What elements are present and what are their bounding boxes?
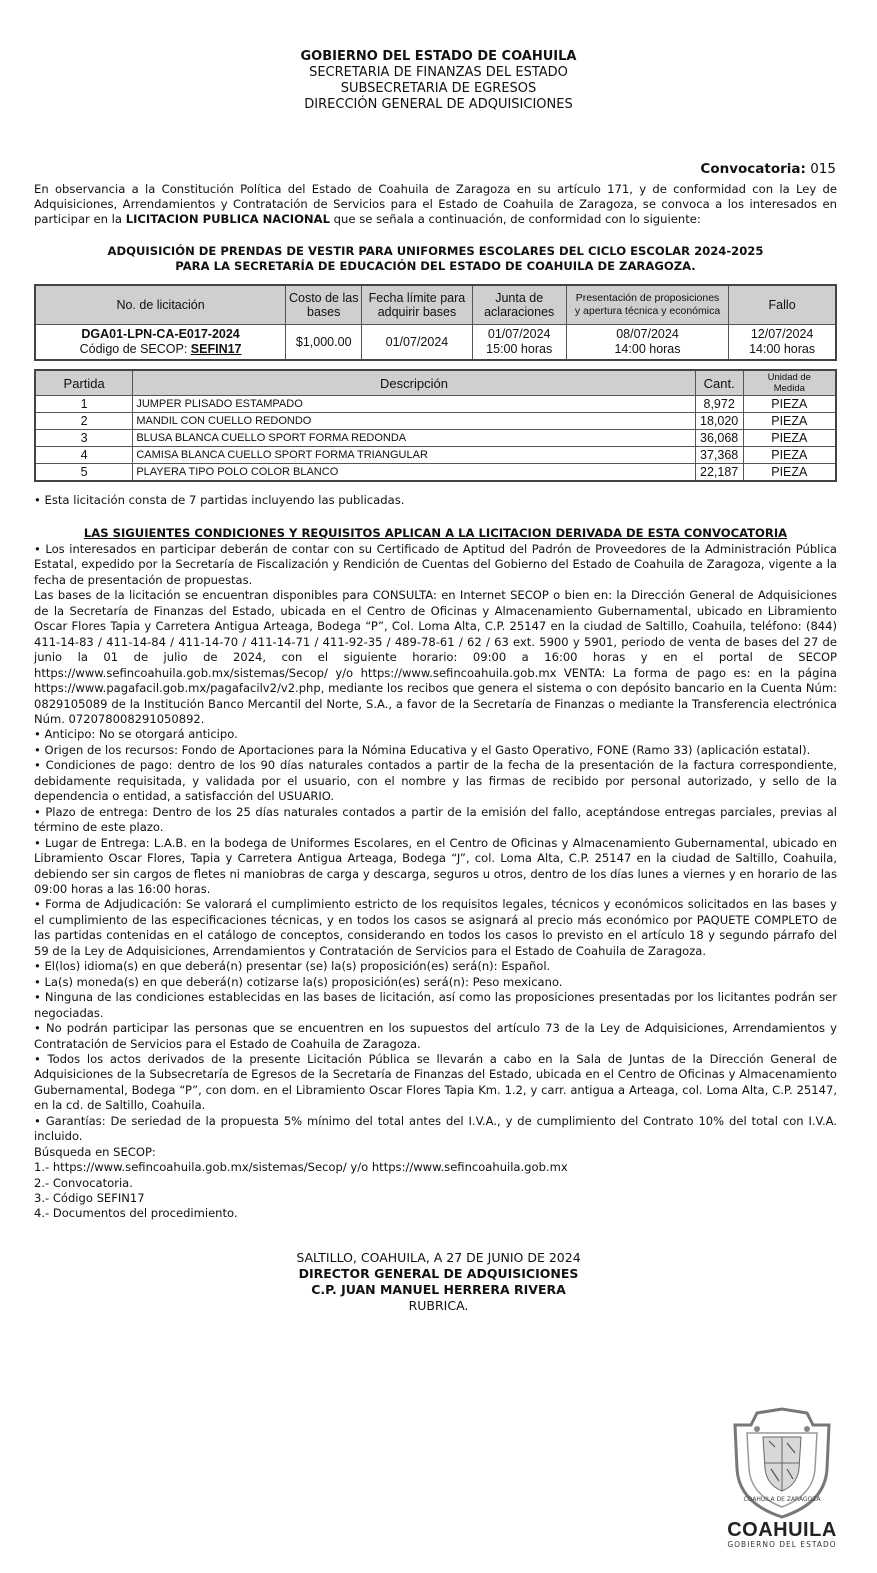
- svg-text:COAHUILA DE ZARAGOZA: COAHUILA DE ZARAGOZA: [743, 1496, 821, 1503]
- header-direccion: DIRECCIÓN GENERAL DE ADQUISICIONES: [304, 97, 573, 112]
- th-cant: Cant.: [695, 370, 743, 396]
- condition-idioma: • El(los) idioma(s) en que deberá(n) presentar (se) la(s) proposición(es) será(n): Español.: [34, 959, 551, 974]
- coahuila-seal-icon: [727, 1407, 837, 1519]
- condition-certificado: • Los interesados en participar deberán de contar con su Certificado de Aptitud del Padrón de Proveedores de la Administración Pública Estatal, expedido por la Secretaría de Fiscalización y Rendición de Cuentas del Gobierno del Estado de Coahuila de Zaragoza, vigente a la fecha de presentación de propuestas.: [34, 542, 837, 587]
- conditions-body: [34, 542, 837, 1222]
- signature-place-date: SALTILLO, COAHUILA, A 27 DE JUNIO DE 2024: [296, 1250, 581, 1265]
- intro-text-2: que se señala a continuación, de conformidad con lo siguiente:: [330, 212, 701, 227]
- secop-code: SEFIN17: [190, 342, 242, 356]
- secop-step-1: 1.- https://www.sefincoahuila.gob.mx/sistemas/Secop/ y/o https://www.sefincoahuila.gob.mx: [34, 1160, 568, 1175]
- convocatoria-value: 015: [810, 161, 836, 177]
- convocatoria-label: Convocatoria:: [700, 161, 806, 177]
- item-descripcion: CAMISA BLANCA CUELLO SPORT FORMA TRIANGULAR: [133, 447, 695, 464]
- licitacion-number: DGA01-LPN-CA-E017-2024: [81, 327, 240, 341]
- items-header-row: [35, 370, 836, 396]
- td-costo: $1,000.00: [286, 325, 362, 361]
- td-junta: 01/07/2024 15:00 horas: [472, 325, 566, 361]
- item-descripcion: BLUSA BLANCA CUELLO SPORT FORMA REDONDA: [133, 430, 695, 447]
- item-partida: 2: [35, 413, 133, 430]
- signature-block: [0, 1250, 877, 1314]
- item-row: [35, 396, 836, 413]
- brand-subtitle: GOBIERNO DEL ESTADO: [727, 1540, 837, 1549]
- th-licitacion: No. de licitación: [35, 285, 286, 325]
- condition-anticipo: • Anticipo: No se otorgará anticipo.: [34, 727, 238, 742]
- secop-step-2: 2.- Convocatoria.: [34, 1175, 133, 1190]
- bid-schedule-table: [34, 284, 837, 361]
- td-fallo: 12/07/2024 14:00 horas: [729, 325, 836, 361]
- item-cantidad: 8,972: [695, 396, 743, 413]
- coahuila-brand: [722, 1519, 842, 1549]
- th-unidad: Unidad de Medida: [743, 370, 836, 396]
- brand-name: COAHUILA: [727, 1519, 837, 1541]
- bid-data-row: [35, 325, 836, 361]
- item-row: [35, 464, 836, 482]
- item-cantidad: 36,068: [695, 430, 743, 447]
- th-fecha-limite: Fecha límite para adquirir bases: [362, 285, 472, 325]
- items-table: [34, 369, 837, 482]
- bid-header-row: [35, 285, 836, 325]
- item-partida: 5: [35, 464, 133, 482]
- item-row: [35, 430, 836, 447]
- item-unidad: PIEZA: [743, 464, 836, 482]
- th-junta: Junta de aclaraciones: [472, 285, 566, 325]
- secop-search-title: Búsqueda en SECOP:: [34, 1144, 156, 1159]
- td-fecha-limite: 01/07/2024: [362, 325, 472, 361]
- condition-restricciones: • No podrán participar las personas que se encuentren en los supuestos del artículo 73 de la Ley de Adquisiciones, Arrendamientos y Contratación de Servicios para el Estado de Coahuila de Zaragoza.: [34, 1021, 837, 1051]
- header-government: GOBIERNO DEL ESTADO DE COAHUILA: [300, 49, 577, 64]
- header-subsecretaria: SUBSECRETARIA DE EGRESOS: [340, 81, 537, 96]
- condition-lugar: • Lugar de Entrega: L.A.B. en la bodega de Uniformes Escolares, en el Centro de Oficinas y Almacenamiento Gubernamental, ubicado en Libramiento Oscar Flores, Tapia y Carretera Antigua Arteaga, Bodega “J”, col. Loma Alta, C.P. 25147 en la ciudad de Saltillo, Coahuila, debiendo ser sin cargos de fletes ni maniobras de carga y descarga, seguros u otros, dentro de los días lunes a viernes y en horario de las 09:00 horas a las 16:00 horas.: [34, 835, 837, 896]
- item-cantidad: 22,187: [695, 464, 743, 482]
- th-costo: Costo de las bases: [286, 285, 362, 325]
- intro-paragraph: [34, 182, 837, 228]
- item-partida: 3: [35, 430, 133, 447]
- item-unidad: PIEZA: [743, 396, 836, 413]
- convocatoria-number: [700, 161, 836, 177]
- td-presentacion: 08/07/2024 14:00 horas: [566, 325, 728, 361]
- th-descripcion: Descripción: [133, 370, 695, 396]
- item-partida: 4: [35, 447, 133, 464]
- item-partida: 1: [35, 396, 133, 413]
- condition-plazo: • Plazo de entrega: Dentro de los 25 días naturales contados a partir de la emisión del fallo, aceptándose entregas parciales, previas al término de este plazo.: [34, 804, 837, 835]
- header-secretaria: SECRETARIA DE FINANZAS DEL ESTADO: [309, 65, 568, 80]
- condition-garantias: • Garantías: De seriedad de la propuesta 5% mínimo del total antes del I.V.A., y de cumplimiento del Contrato 10% del total con I.V.A. incluido.: [34, 1113, 837, 1144]
- item-cantidad: 18,020: [695, 413, 743, 430]
- secop-label: Código de SECOP:: [79, 342, 188, 356]
- item-cantidad: 37,368: [695, 447, 743, 464]
- condition-actos: • Todos los actos derivados de la presente Licitación Pública se llevarán a cabo en la Sala de Juntas de la Dirección General de Adquisiciones de la Subsecretaría de Egresos de la Secretaría de Finanzas del Estado, ubicada en el Centro de Oficinas y Almacenamiento Gubernamental, Bodega “P”, con dom. en el Libramiento Oscar Flores Tapia Km. 1.2, y carr. antigua a Arteaga, col. Loma Alta, C.P. 25147, en la cd. de Saltillo, Coahuila.: [34, 1051, 837, 1113]
- item-descripcion: MANDIL CON CUELLO REDONDO: [133, 413, 695, 430]
- item-row: [35, 447, 836, 464]
- tender-title-line-1: ADQUISICIÓN DE PRENDAS DE VESTIR PARA UNIFORMES ESCOLARES DEL CICLO ESCOLAR 2024-2025: [107, 244, 764, 258]
- td-licitacion: [35, 325, 286, 361]
- item-descripcion: PLAYERA TIPO POLO COLOR BLANCO: [133, 464, 695, 482]
- signature-name: C.P. JUAN MANUEL HERRERA RIVERA: [311, 1282, 566, 1297]
- item-row: [35, 413, 836, 430]
- th-partida: Partida: [35, 370, 133, 396]
- secop-step-4: 4.- Documentos del procedimiento.: [34, 1206, 238, 1221]
- intro-text-1: En observancia a la Constitución Política del Estado de Coahuila de Zaragoza en su artículo 171, y de conformidad con la Ley de Adquisiciones, Arrendamientos y Contratación de Servicios para el Estado de Coahuila de Zaragoza, se convoca a los interesados en participar en la: [34, 182, 837, 227]
- th-presentacion: Presentación de proposiciones y apertura técnica y económica: [566, 285, 728, 325]
- condition-negociacion: • Ninguna de las condiciones establecidas en las bases de licitación, así como las proposiciones presentadas por los licitantes podrán ser negociadas.: [34, 990, 837, 1020]
- item-unidad: PIEZA: [743, 447, 836, 464]
- th-fallo: Fallo: [729, 285, 836, 325]
- document-header: [0, 49, 877, 113]
- condition-adjudicacion: • Forma de Adjudicación: Se valorará el cumplimiento estricto de los requisitos legales, técnicos y económicos solicitados en las bases y el cumplimiento de las especificaciones técnicas, y en todos los casos se asignará al precio más económico por PAQUETE COMPLETO de las partidas contenidas en el catálogo de conceptos, considerando en todos los casos lo previsto en el artículo 18 y segundo párrafo del 59 de la Ley de Adquisiciones, Arrendamientos y Contratación de Servicios para el Estado de Coahuila de Zaragoza.: [34, 897, 837, 958]
- item-unidad: PIEZA: [743, 413, 836, 430]
- secop-step-3: 3.- Código SEFIN17: [34, 1191, 145, 1206]
- conditions-title: LAS SIGUIENTES CONDICIONES Y REQUISITOS APLICAN A LA LICITACION DERIVADA DE ESTA CONVOCATORIA: [83, 526, 788, 540]
- intro-bold: LICITACION PUBLICA NACIONAL: [125, 212, 330, 227]
- item-descripcion: JUMPER PLISADO ESTAMPADO: [133, 396, 695, 413]
- condition-pago: • Condiciones de pago: dentro de los 90 días naturales contados a partir de la fecha de la presentación de la factura correspondiente, debidamente requisitada, y validada por el usuario, con el nombre y las firmas de recibido por personal autorizado, y sello de la dependencia o entidad, a satisfacción del USUARIO.: [34, 758, 837, 804]
- signature-role: DIRECTOR GENERAL DE ADQUISICIONES: [298, 1266, 579, 1281]
- condition-bases: Las bases de la licitación se encuentran disponibles para CONSULTA: en Internet SECOP o bien en: la Dirección General de Adquisiciones de la Secretaría de Finanzas del Estado, ubicada en el Centro de Oficinas y Almacenamiento Gubernamental, ubicado en Libramiento Oscar Flores Tapia y Carretera Antigua Arteaga, Bodega “P”, Col. Loma Alta, C.P. 25147 en la ciudad de Saltillo, Coahuila, teléfono: (844) 411-14-83 / 411-14-84 / 411-14-70 / 411-14-71 / 411-92-35 / 489-78-61 / 62 / 63 ext. 5900 y 5901, periodo de venta de bases del 27 de junio la 01 de julio de 2024, con el siguiente horario: 09:00 a 16:00 horas y en el portal de SECOP https://www.sefincoahuila.gob.mx/sistemas/Secop/ y/o https://www.sefincoahuila.gob.mx VENTA: La forma de pago es: en la página https://www.pagafacil.gob.mx/pagafacilv2/v2.php, mediante los recibos que genera el sistema o con depósito bancario en la Cuenta Núm: 0829105089 de la Institución Banco Mercantil del Norte, S.A., a favor de la Secretaría de Finanzas o mediante la Transferencia electrónica Núm. 072078008291050892.: [34, 588, 837, 726]
- partidas-note: • Esta licitación consta de 7 partidas incluyendo las publicadas.: [34, 493, 405, 507]
- condition-origen: • Origen de los recursos: Fondo de Aportaciones para la Nómina Educativa y el Gasto Operativo, FONE (Ramo 33) (aplicación estatal).: [34, 742, 811, 757]
- signature-rubrica: RUBRICA.: [408, 1298, 469, 1313]
- condition-moneda: • La(s) moneda(s) en que deberá(n) cotizarse la(s) proposición(es) será(n): Peso mexicano.: [34, 974, 563, 989]
- item-unidad: PIEZA: [743, 430, 836, 447]
- tender-title: [34, 244, 837, 274]
- tender-title-line-2: PARA LA SECRETARÍA DE EDUCACIÓN DEL ESTADO DE COAHUILA DE ZARAGOZA.: [175, 259, 696, 273]
